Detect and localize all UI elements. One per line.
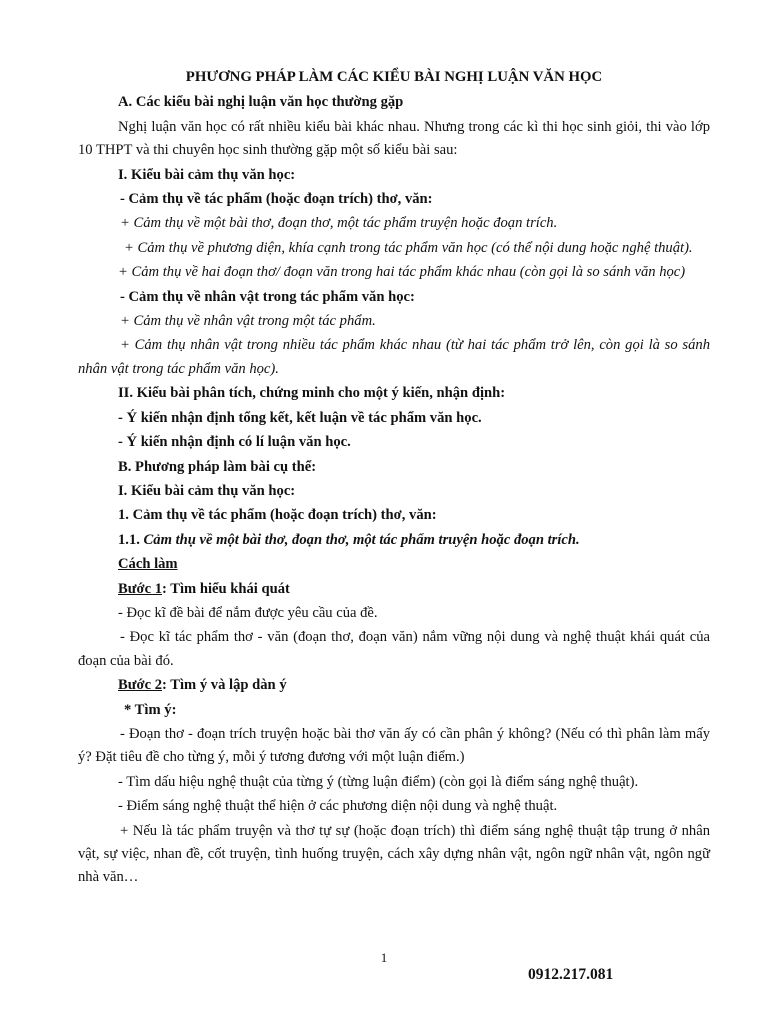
page-number: 1: [380, 950, 388, 965]
heading-1-1-number: 1.1.: [118, 531, 140, 548]
heading-1-1: [78, 529, 710, 552]
buoc-2-heading: [78, 674, 710, 697]
item-4: + Cảm thụ về nhân vật trong một tác phẩm.: [120, 313, 376, 330]
heading-i-b: I. Kiểu bài cảm thụ văn học:: [118, 482, 296, 499]
document-body: [78, 66, 710, 891]
heading-1: 1. Cảm thụ về tác phẩm (hoặc đoạn trích) thơ, văn:: [118, 507, 437, 524]
buoc-2-label: Bước 2: [118, 677, 162, 694]
cach-lam-heading: Cách làm: [118, 556, 178, 573]
buoc-2-line-3: - Điểm sáng nghệ thuật thể hiện ở các phương diện nội dung và nghệ thuật.: [118, 798, 558, 815]
item-1: + Cảm thụ về một bài thơ, đoạn thơ, một tác phẩm truyện hoặc đoạn trích.: [120, 215, 558, 232]
heading-i: I. Kiểu bài cảm thụ văn học:: [118, 166, 296, 183]
heading-ii: II. Kiểu bài phân tích, chứng minh cho một ý kiến, nhận định:: [118, 385, 506, 402]
buoc-1-label: Bước 1: [118, 580, 162, 597]
section-a-heading: A. Các kiểu bài nghị luận văn học thường gặp: [118, 94, 404, 111]
document-title: PHƯƠNG PHÁP LÀM CÁC KIỂU BÀI NGHỊ LUẬN VĂN HỌC: [185, 69, 603, 85]
heading-i-1: - Cảm thụ về tác phẩm (hoặc đoạn trích) thơ, văn:: [120, 191, 433, 208]
tim-y-heading: * Tìm ý:: [124, 701, 177, 718]
buoc-2-line-4: + Nếu là tác phẩm truyện và thơ tự sự (hoặc đoạn trích) thì điểm sáng nghệ thuật tập trung ở nhân vật, sự việc, nhan đề, cốt truyện, tình huống truyện, cách xây dựng nhân vật, ngôn ngữ nhân vật, ngôn ngữ nhà văn…: [78, 822, 710, 886]
section-b-heading: B. Phương pháp làm bài cụ thể:: [118, 458, 317, 475]
buoc-1-line-2: - Đọc kĩ tác phẩm thơ - văn (đoạn thơ, đoạn văn) nắm vững nội dung và nghệ thuật khái quát của đoạn của bài đó.: [78, 629, 710, 669]
buoc-1-line-1: - Đọc kĩ đề bài để nắm được yêu cầu của đề.: [118, 604, 378, 621]
buoc-2-line-1: - Đoạn thơ - đoạn trích truyện hoặc bài thơ văn ấy có cần phân ý không? (Nếu có thì phân làm mấy ý? Đặt tiêu đề cho từng ý, mỗi ý tương đương với một luận điểm.): [78, 725, 710, 766]
item-2: + Cảm thụ về phương diện, khía cạnh trong tác phẩm văn học (có thể nội dung hoặc nghệ thuật).: [124, 239, 693, 256]
phone-number: 0912.217.081: [528, 966, 614, 983]
buoc-2-line-2: - Tìm dấu hiệu nghệ thuật của từng ý (từng luận điểm) (còn gọi là điểm sáng nghệ thuật).: [118, 773, 639, 790]
item-3: + Cảm thụ về hai đoạn thơ/ đoạn văn trong hai tác phẩm khác nhau (còn gọi là so sánh văn học): [118, 264, 686, 281]
heading-1-1-text: Cảm thụ về một bài thơ, đoạn thơ, một tác phẩm truyện hoặc đoạn trích.: [139, 531, 580, 548]
buoc-1-text: : Tìm hiểu khái quát: [162, 580, 290, 597]
intro-paragraph: Nghị luận văn học có rất nhiều kiểu bài khác nhau. Nhưng trong các kì thi học sinh giỏi, thi vào lớp 10 THPT và thi chuyên học sinh thường gặp một số kiểu bài sau:: [78, 118, 710, 159]
item-5: + Cảm thụ nhân vật trong nhiều tác phẩm khác nhau (từ hai tác phẩm trở lên, còn gọi là so sánh nhân vật trong tác phẩm văn học).: [78, 337, 710, 377]
heading-ii-1: - Ý kiến nhận định tổng kết, kết luận về tác phẩm văn học.: [118, 409, 482, 426]
heading-i-2: - Cảm thụ về nhân vật trong tác phẩm văn học:: [120, 288, 415, 305]
heading-ii-2: - Ý kiến nhận định có lí luận văn học.: [118, 434, 351, 451]
buoc-1-heading: [78, 578, 710, 601]
buoc-2-text: : Tìm ý và lập dàn ý: [162, 677, 287, 694]
